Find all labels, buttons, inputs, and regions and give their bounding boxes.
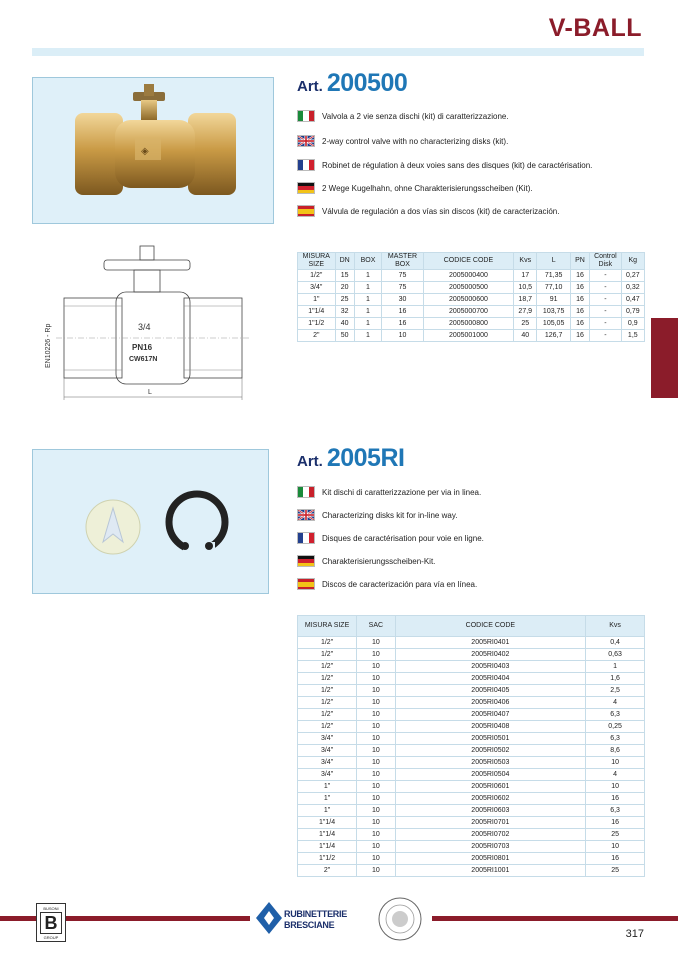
cell-kvs: 40 — [514, 330, 537, 342]
cell-size: 3/4" — [298, 282, 336, 294]
cell-pn: 16 — [570, 306, 589, 318]
cell-code: 2005RI1001 — [395, 865, 586, 877]
germany-flag-icon — [297, 182, 315, 194]
cell-code: 2005000500 — [423, 282, 513, 294]
cell-control-disk: - — [590, 282, 621, 294]
description-fr — [297, 532, 484, 544]
article-title-2005ri — [297, 444, 404, 473]
table-row — [298, 697, 645, 709]
col-kg: Kg — [621, 253, 644, 270]
cell-kvs: 10 — [586, 757, 645, 769]
art-200500-table — [297, 252, 645, 342]
table-row — [298, 637, 645, 649]
table-row — [298, 757, 645, 769]
cell-code: 2005RI0403 — [395, 661, 586, 673]
cell-l: 103,75 — [537, 306, 570, 318]
cell-size: 1/2" — [298, 685, 357, 697]
cell-box: 1 — [354, 306, 381, 318]
col-code: CODICE CODE — [395, 616, 586, 637]
description-es — [297, 578, 477, 590]
table-row — [298, 793, 645, 805]
art-2005ri-table — [297, 615, 645, 877]
table-header-row — [298, 616, 645, 637]
table-row — [298, 330, 645, 342]
table-row — [298, 853, 645, 865]
cell-box: 1 — [354, 294, 381, 306]
cell-master-box: 16 — [382, 318, 424, 330]
cell-size: 1"1/2 — [298, 318, 336, 330]
col-control-disk: Control Disk — [590, 253, 621, 270]
cell-size: 1"1/4 — [298, 829, 357, 841]
description-text: Characterizing disks kit for in-line way. — [322, 510, 458, 520]
description-text: 2 Wege Kugelhahn, ohne Charakterisierungsscheiben (Kit). — [322, 183, 533, 193]
cell-code: 2005RI0601 — [395, 781, 586, 793]
description-text: Charakterisierungsscheiben-Kit. — [322, 556, 436, 566]
table-header-row — [298, 253, 645, 270]
cell-kvs: 6,3 — [586, 709, 645, 721]
drawing-dim-label: L — [148, 389, 152, 396]
cell-master-box: 30 — [382, 294, 424, 306]
col-box: BOX — [354, 253, 381, 270]
busoni-logo-letter: B — [40, 912, 62, 934]
cell-kvs: 25 — [514, 318, 537, 330]
description-de — [297, 555, 435, 567]
cell-code: 2005RI0401 — [395, 637, 586, 649]
cell-kvs: 16 — [586, 853, 645, 865]
cell-sac: 10 — [357, 781, 395, 793]
cell-l: 105,05 — [537, 318, 570, 330]
header-bar — [32, 48, 644, 56]
cell-kvs: 4 — [586, 769, 645, 781]
cell-kvs: 0,4 — [586, 637, 645, 649]
article-2005ri-descriptions — [297, 486, 637, 596]
drawing-material-mark: CW617N — [129, 356, 158, 363]
cell-control-disk: - — [590, 270, 621, 282]
description-text: Discos de caracterización para vía en línea. — [322, 579, 478, 589]
brand-line2: BRESCIANE — [284, 920, 335, 930]
description-text: Válvula de regulación a dos vías sin discos (kit) de caracterización. — [322, 206, 560, 216]
valve-technical-drawing — [36, 240, 251, 405]
description-text: 2-way control valve with no characterizing disks (kit). — [322, 136, 509, 146]
cell-sac: 10 — [357, 697, 395, 709]
side-tab — [651, 318, 678, 398]
description-text: Robinet de régulation à deux voies sans des disques (kit) de caractérisation. — [322, 160, 593, 170]
cell-size: 1"1/4 — [298, 306, 336, 318]
table-row — [298, 661, 645, 673]
cell-code: 2005RI0406 — [395, 697, 586, 709]
cell-kvs: 0,25 — [586, 721, 645, 733]
cell-code: 2005000700 — [423, 306, 513, 318]
italy-flag-icon — [297, 486, 315, 498]
table-row — [298, 781, 645, 793]
table-row — [298, 270, 645, 282]
col-code: CODICE CODE — [423, 253, 513, 270]
cell-size: 2" — [298, 865, 357, 877]
col-size: MISURA SIZE — [298, 616, 357, 637]
col-kvs: Kvs — [586, 616, 645, 637]
cell-code: 2005001000 — [423, 330, 513, 342]
cell-kg: 1,5 — [621, 330, 644, 342]
col-sac: SAC — [357, 616, 395, 637]
cell-sac: 10 — [357, 745, 395, 757]
cell-dn: 20 — [335, 282, 354, 294]
cell-pn: 16 — [570, 318, 589, 330]
cell-code: 2005RI0408 — [395, 721, 586, 733]
cell-sac: 10 — [357, 673, 395, 685]
col-dn: DN — [335, 253, 354, 270]
iso-certification-seal-icon — [378, 897, 422, 941]
cell-size: 3/4" — [298, 733, 357, 745]
table-row — [298, 673, 645, 685]
cell-kvs: 10 — [586, 841, 645, 853]
cell-l: 71,35 — [537, 270, 570, 282]
cell-kvs: 25 — [586, 865, 645, 877]
article-200500-descriptions — [297, 110, 637, 230]
cell-code: 2005RI0702 — [395, 829, 586, 841]
cell-pn: 16 — [570, 294, 589, 306]
cell-size: 1" — [298, 294, 336, 306]
cell-kvs: 2,5 — [586, 685, 645, 697]
cell-control-disk: - — [590, 294, 621, 306]
cell-sac: 10 — [357, 793, 395, 805]
cell-sac: 10 — [357, 841, 395, 853]
cell-sac: 10 — [357, 769, 395, 781]
busoni-group-logo — [36, 903, 66, 942]
busoni-logo-top: BUSONI — [43, 906, 59, 911]
valve-photo — [32, 77, 274, 224]
description-it — [297, 110, 509, 122]
page-number: 317 — [625, 928, 644, 940]
cell-size: 1/2" — [298, 709, 357, 721]
cell-l: 91 — [537, 294, 570, 306]
footer-line-right — [432, 916, 678, 921]
table-row — [298, 709, 645, 721]
cell-size: 3/4" — [298, 757, 357, 769]
germany-flag-icon — [297, 555, 315, 567]
cell-code: 2005RI0501 — [395, 733, 586, 745]
cell-sac: 10 — [357, 805, 395, 817]
table-row — [298, 721, 645, 733]
table-row — [298, 649, 645, 661]
cell-kvs: 25 — [586, 829, 645, 841]
cell-size: 1"1/2 — [298, 853, 357, 865]
cell-code: 2005RI0503 — [395, 757, 586, 769]
cell-sac: 10 — [357, 661, 395, 673]
cell-code: 2005RI0701 — [395, 817, 586, 829]
cell-pn: 16 — [570, 330, 589, 342]
france-flag-icon — [297, 159, 315, 171]
drawing-pn-mark: PN16 — [132, 343, 153, 352]
cell-kvs: 6,3 — [586, 805, 645, 817]
cell-code: 2005RI0404 — [395, 673, 586, 685]
cell-kvs: 0,63 — [586, 649, 645, 661]
description-text: Disques de caractérisation pour voie en ligne. — [322, 533, 484, 543]
cell-kvs: 10 — [586, 781, 645, 793]
cell-kvs: 8,6 — [586, 745, 645, 757]
article-number: 2005RI — [326, 444, 405, 472]
cell-box: 1 — [354, 282, 381, 294]
cell-size: 1/2" — [298, 721, 357, 733]
cell-code: 2005RI0402 — [395, 649, 586, 661]
cell-size: 3/4" — [298, 769, 357, 781]
description-text: Kit dischi di caratterizzazione per via in linea. — [322, 487, 482, 497]
cell-size: 1/2" — [298, 661, 357, 673]
uk-flag-icon — [297, 509, 315, 521]
article-number: 200500 — [326, 69, 408, 97]
cell-code: 2005RI0603 — [395, 805, 586, 817]
drawing-thread-label: EN10226 - Rp — [45, 323, 52, 368]
cell-size: 1/2" — [298, 637, 357, 649]
table-row — [298, 306, 645, 318]
brand-line1: RUBINETTERIE — [284, 909, 347, 919]
cell-code: 2005000600 — [423, 294, 513, 306]
col-master-box: MASTER BOX — [382, 253, 424, 270]
cell-box: 1 — [354, 318, 381, 330]
cell-pn: 16 — [570, 282, 589, 294]
france-flag-icon — [297, 532, 315, 544]
cell-size: 1/2" — [298, 673, 357, 685]
table-row — [298, 733, 645, 745]
cell-l: 126,7 — [537, 330, 570, 342]
cell-size: 1" — [298, 805, 357, 817]
cell-master-box: 75 — [382, 282, 424, 294]
disk-kit-photo — [32, 449, 269, 594]
cell-sac: 10 — [357, 685, 395, 697]
col-pn: PN — [570, 253, 589, 270]
cell-kg: 0,27 — [621, 270, 644, 282]
busoni-logo-bottom: GROUP — [43, 935, 59, 940]
table-row — [298, 841, 645, 853]
table-row — [298, 282, 645, 294]
description-es — [297, 205, 559, 217]
italy-flag-icon — [297, 110, 315, 122]
cell-code: 2005RI0801 — [395, 853, 586, 865]
cell-kvs: 16 — [586, 793, 645, 805]
cell-size: 1/2" — [298, 270, 336, 282]
cell-box: 1 — [354, 330, 381, 342]
cell-sac: 10 — [357, 829, 395, 841]
cell-kvs: 1,6 — [586, 673, 645, 685]
cell-sac: 10 — [357, 817, 395, 829]
brand-diamond-icon — [256, 902, 282, 934]
cell-sac: 10 — [357, 733, 395, 745]
cell-master-box: 10 — [382, 330, 424, 342]
cell-kg: 0,9 — [621, 318, 644, 330]
cell-kvs: 16 — [586, 817, 645, 829]
description-gb — [297, 509, 457, 521]
cell-kvs: 27,9 — [514, 306, 537, 318]
description-it — [297, 486, 481, 498]
col-l: L — [537, 253, 570, 270]
cell-kg: 0,32 — [621, 282, 644, 294]
spain-flag-icon — [297, 578, 315, 590]
cell-dn: 15 — [335, 270, 354, 282]
description-gb — [297, 135, 508, 147]
cell-sac: 10 — [357, 721, 395, 733]
cell-control-disk: - — [590, 318, 621, 330]
description-de — [297, 182, 533, 194]
cell-pn: 16 — [570, 270, 589, 282]
table-row — [298, 865, 645, 877]
cell-sac: 10 — [357, 757, 395, 769]
description-fr — [297, 159, 592, 171]
cell-control-disk: - — [590, 306, 621, 318]
page-title: V-BALL — [548, 14, 642, 42]
table-row — [298, 817, 645, 829]
table-row — [298, 745, 645, 757]
ball-valve-image — [33, 78, 273, 223]
uk-flag-icon — [297, 135, 315, 147]
cell-sac: 10 — [357, 709, 395, 721]
cell-code: 2005RI0504 — [395, 769, 586, 781]
cell-dn: 32 — [335, 306, 354, 318]
cell-kvs: 1 — [586, 661, 645, 673]
table-row — [298, 685, 645, 697]
cell-kg: 0,79 — [621, 306, 644, 318]
cell-code: 2005RI0602 — [395, 793, 586, 805]
cell-kvs: 10,5 — [514, 282, 537, 294]
cell-kvs: 6,3 — [586, 733, 645, 745]
cell-sac: 10 — [357, 637, 395, 649]
cell-master-box: 16 — [382, 306, 424, 318]
cell-code: 2005000800 — [423, 318, 513, 330]
cell-code: 2005RI0703 — [395, 841, 586, 853]
cell-sac: 10 — [357, 649, 395, 661]
article-title-200500 — [297, 69, 407, 98]
cell-kg: 0,47 — [621, 294, 644, 306]
drawing-size-mark: 3/4 — [138, 322, 151, 332]
cell-code: 2005000400 — [423, 270, 513, 282]
col-size: MISURA SIZE — [298, 253, 336, 270]
cell-size: 1"1/4 — [298, 817, 357, 829]
cell-l: 77,10 — [537, 282, 570, 294]
cell-dn: 50 — [335, 330, 354, 342]
cell-box: 1 — [354, 270, 381, 282]
cell-size: 1/2" — [298, 649, 357, 661]
table-row — [298, 294, 645, 306]
svg-text:◈: ◈ — [141, 146, 149, 157]
article-prefix: Art. — [297, 453, 323, 470]
cell-size: 1/2" — [298, 697, 357, 709]
cell-control-disk: - — [590, 330, 621, 342]
cell-dn: 40 — [335, 318, 354, 330]
cell-kvs: 4 — [586, 697, 645, 709]
cell-size: 1" — [298, 793, 357, 805]
cell-code: 2005RI0405 — [395, 685, 586, 697]
rubinetterie-bresciane-logo — [256, 898, 368, 938]
article-prefix: Art. — [297, 78, 323, 95]
cell-master-box: 75 — [382, 270, 424, 282]
cell-code: 2005RI0407 — [395, 709, 586, 721]
table-row — [298, 318, 645, 330]
spain-flag-icon — [297, 205, 315, 217]
table-row — [298, 805, 645, 817]
disk-kit-image — [33, 450, 268, 593]
table-row — [298, 829, 645, 841]
cell-size: 1"1/4 — [298, 841, 357, 853]
cell-code: 2005RI0502 — [395, 745, 586, 757]
cell-sac: 10 — [357, 865, 395, 877]
cell-size: 2" — [298, 330, 336, 342]
cell-sac: 10 — [357, 853, 395, 865]
table-row — [298, 769, 645, 781]
cell-kvs: 17 — [514, 270, 537, 282]
cell-size: 3/4" — [298, 745, 357, 757]
col-kvs: Kvs — [514, 253, 537, 270]
cell-kvs: 18,7 — [514, 294, 537, 306]
cell-dn: 25 — [335, 294, 354, 306]
description-text: Valvola a 2 vie senza dischi (kit) di caratterizzazione. — [322, 111, 509, 121]
cell-size: 1" — [298, 781, 357, 793]
